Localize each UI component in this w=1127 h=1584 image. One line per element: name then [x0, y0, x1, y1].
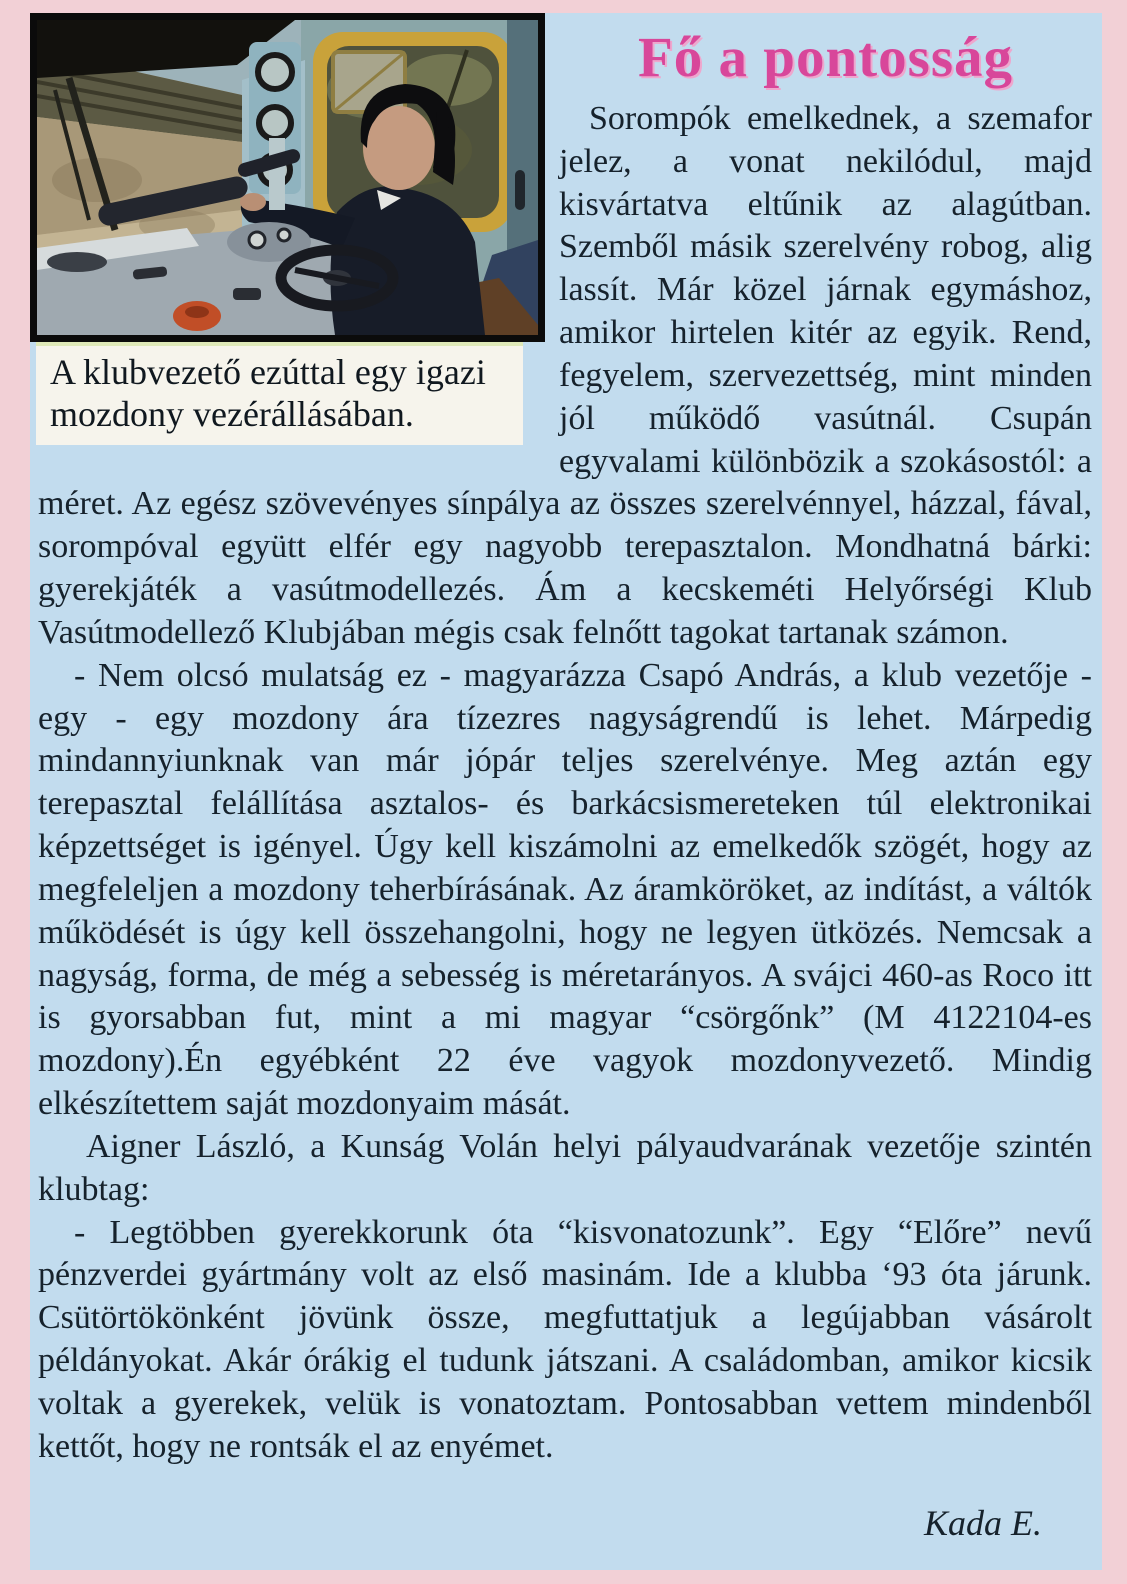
article-paragraph: - Legtöbben gyerekkorunk óta “kisvonatozunk”. Egy “Előre” nevű pénzverdei gyártmány volt az első masinám. Ide a klubba ‘93 óta járunk. Csütörtökönként jövünk össze, megfuttatjuk a legújabban vásárolt példányokat. Akár órákig el tudunk játszani. A családomban, amikor kicsik voltak a gyerekek, velük is vonatoztam. Pontosabban vettem mindenből kettőt, hogy ne rontsák el az enyémet. [38, 1213, 1092, 1465]
article-paragraph: - Nem olcsó mulatság ez - magyarázza Csapó András, a klub vezetője - egy - egy mozdony ára tízezres nagyságrendű is lehet. Márpedig mindannyiunknak van már jópár teljes szerelvénye. Meg aztán egy terepasztal felállítása asztalos- és barkácsismereteken túl elektronikai képzettséget is igényel. Úgy kell kiszámolni az emelkedők szögét, hogy az megfeleljen a mozdony teherbírásának. Az áramköröket, az indítást, a váltók működését is úgy kell összehangolni, hogy ne legyen ütközés. Nemcsak a nagyság, forma, de még a sebesség is méretarányos. A svájci 460-as Roco itt is gyorsabban fut, mint a mi magyar “csörgőnk” (M 4122104-es mozdony).Én egyébként 22 éve vagyok mozdonyvezető. Mindig elkészítettem saját mozdonyaim mását. [38, 656, 1092, 1123]
article-paragraph: Sorompók emelkednek, a szemafor jelez, a vonat nekilódul, majd kisvártatva eltűnik az alagútban. Szemből másik szerelvény robog, alig lassít. Már közel járnak egymáshoz, amikor hirtelen kitér az egyik. Rend, fegyelem, szervezettség, mint minden jól működő vasútnál. Csupán egyvalami különbözik a szokásostól: a méret. Az egész szövevényes sínpálya az összes szerelvénnyel, házzal, fával, sorompóval együtt elfér egy nagyobb terepasztalon. Mondhatná bárki: gyerekjáték a vasútmodellezés. Ám a kecskeméti Helyőrségi Klub Vasútmodellező Klubjában mégis csak felnőtt tagokat tartanak számon. [38, 100, 1092, 651]
photo-figure [30, 13, 545, 445]
article-content [30, 13, 1102, 1570]
author-signature: Kada E. [923, 1503, 1042, 1543]
photo-caption: A klubvezető ezúttal egy igazi mozdony vezérállásában. [36, 342, 523, 445]
article-title: Fő a pontosság [637, 26, 1014, 89]
article-paragraph: Aigner László, a Kunság Volán helyi pályaudvarának vezetője szintén klubtag: [38, 1127, 1092, 1208]
locomotive-cab-photo [30, 13, 545, 342]
